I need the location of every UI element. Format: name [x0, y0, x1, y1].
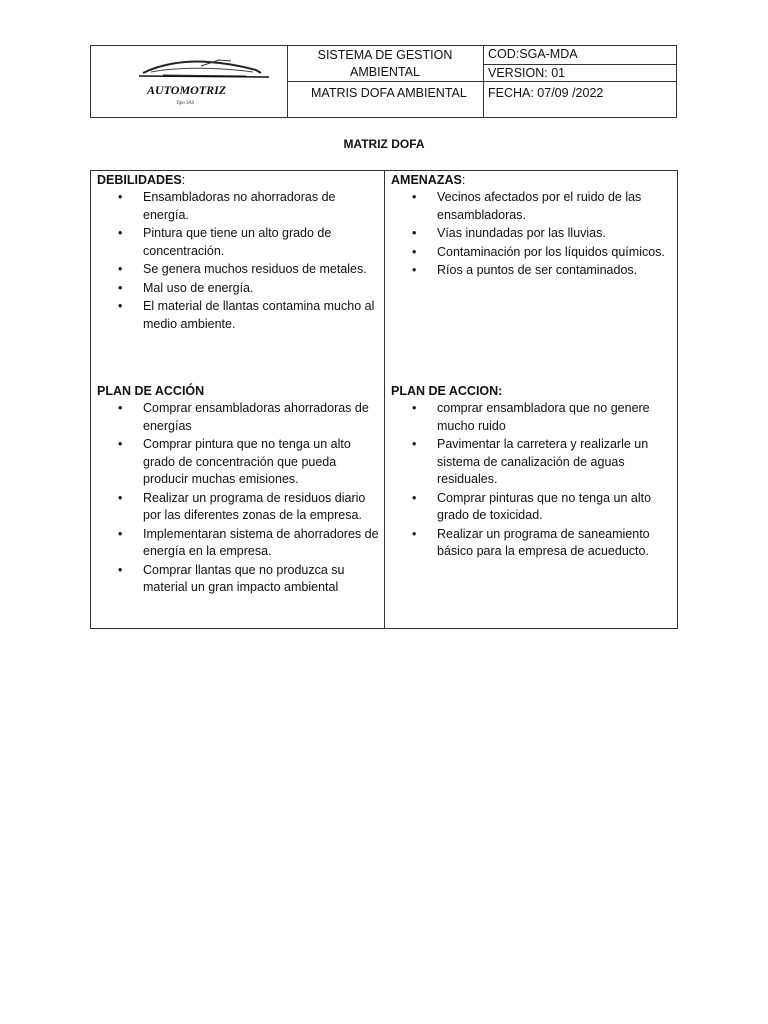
- header-meta-cell: [483, 46, 676, 117]
- list-item-text: comprar ensambladora que no genere mucho ruido: [437, 401, 650, 433]
- bullet-icon: •: [412, 401, 417, 415]
- list-item: [91, 436, 381, 489]
- plan-amenazas-list: [385, 400, 675, 561]
- bullet-icon: •: [412, 490, 417, 505]
- list-item: [385, 225, 675, 243]
- list-item-text: Vecinos afectados por el ruido de las ensambladoras.: [437, 190, 642, 222]
- bullet-icon: •: [118, 526, 123, 541]
- header-title-cell: [287, 46, 484, 117]
- bullet-icon: •: [118, 437, 123, 451]
- list-item-text: Comprar pintura que no tenga un alto grado de concentración que pueda producir muchas emisiones.: [143, 437, 351, 486]
- document-date: FECHA: 07/09 /2022: [488, 86, 604, 100]
- list-item-text: Pintura que tiene un alto grado de concentración.: [143, 226, 332, 258]
- list-item: [91, 562, 381, 597]
- document-version: VERSION: 01: [483, 65, 676, 82]
- bullet-icon: •: [118, 280, 123, 295]
- bullet-icon: •: [412, 244, 417, 259]
- svg-text:AUTOMOTRIZ: AUTOMOTRIZ: [147, 83, 227, 97]
- list-item: [385, 262, 675, 280]
- list-item: [91, 526, 381, 561]
- bullet-icon: •: [412, 190, 417, 204]
- list-item: [91, 400, 381, 435]
- debilidades-heading: DEBILIDADES:: [97, 173, 186, 187]
- list-item: [91, 280, 381, 298]
- list-item: [385, 189, 675, 224]
- dofa-matrix: [90, 170, 678, 629]
- list-item-text: Contaminación por los líquidos químicos.: [437, 244, 665, 259]
- list-item: [385, 400, 675, 435]
- plan-amenazas-cell: [385, 383, 675, 562]
- system-title: SISTEMA DE GESTION AMBIENTAL: [287, 46, 483, 82]
- bullet-icon: •: [118, 490, 123, 505]
- bullet-icon: •: [412, 226, 417, 240]
- list-item-text: Realizar un programa de residuos diario por las diferentes zonas de la empresa.: [143, 490, 366, 522]
- list-item: [91, 189, 381, 224]
- bullet-icon: •: [412, 263, 417, 277]
- document-header: [90, 45, 677, 118]
- list-item: [91, 298, 381, 333]
- list-item: [91, 225, 381, 260]
- amenazas-list: [385, 189, 675, 280]
- list-item-text: Implementaran sistema de ahorradores de energía en la empresa.: [143, 526, 379, 558]
- list-item-text: Vías inundadas por las lluvias.: [437, 226, 606, 240]
- list-item: [91, 261, 381, 279]
- document-name: MATRIS DOFA AMBIENTAL: [311, 86, 467, 100]
- list-item-text: Mal uso de energía.: [143, 280, 254, 295]
- amenazas-cell: [385, 172, 675, 281]
- svg-text:Tipo SAS: Tipo SAS: [176, 101, 195, 106]
- list-item: [385, 436, 675, 489]
- list-item-text: Ensambladoras no ahorradoras de energía.: [143, 190, 336, 222]
- bullet-icon: •: [118, 299, 123, 313]
- bullet-icon: •: [118, 401, 123, 415]
- plan-amenazas-heading: PLAN DE ACCION:: [391, 384, 503, 398]
- plan-debilidades-heading: PLAN DE ACCIÓN: [97, 384, 205, 398]
- list-item-text: Ríos a puntos de ser contaminados.: [437, 263, 638, 277]
- bullet-icon: •: [412, 526, 417, 541]
- list-item: [385, 244, 675, 262]
- bullet-icon: •: [118, 226, 123, 240]
- list-item-text: Se genera muchos residuos de metales.: [143, 262, 367, 276]
- car-logo-icon: [91, 46, 287, 117]
- amenazas-heading: AMENAZAS:: [391, 173, 466, 187]
- debilidades-list: [91, 189, 381, 333]
- list-item-text: Comprar pinturas que no tenga un alto grado de toxicidad.: [437, 490, 652, 522]
- bullet-icon: •: [412, 437, 417, 451]
- plan-debilidades-list: [91, 400, 381, 597]
- document-code: COD:SGA-MDA: [483, 46, 676, 65]
- list-item-text: Pavimentar la carretera y realizarle un sistema de canalización de aguas residuales.: [437, 437, 649, 486]
- list-item: [91, 490, 381, 525]
- list-item: [385, 526, 675, 561]
- bullet-icon: •: [118, 262, 123, 276]
- debilidades-cell: [91, 172, 381, 334]
- page-title: MATRIZ DOFA: [343, 137, 425, 151]
- list-item-text: Comprar ensambladoras ahorradoras de energías: [143, 401, 369, 433]
- plan-debilidades-cell: [91, 383, 381, 598]
- list-item-text: Comprar llantas que no produzca su material un gran impacto ambiental: [143, 562, 345, 594]
- bullet-icon: •: [118, 562, 123, 577]
- list-item: [385, 490, 675, 525]
- list-item-text: Realizar un programa de saneamiento básico para la empresa de acueducto.: [437, 526, 650, 558]
- bullet-icon: •: [118, 190, 123, 204]
- list-item-text: El material de llantas contamina mucho al medio ambiente.: [143, 299, 375, 331]
- company-logo: [91, 46, 288, 117]
